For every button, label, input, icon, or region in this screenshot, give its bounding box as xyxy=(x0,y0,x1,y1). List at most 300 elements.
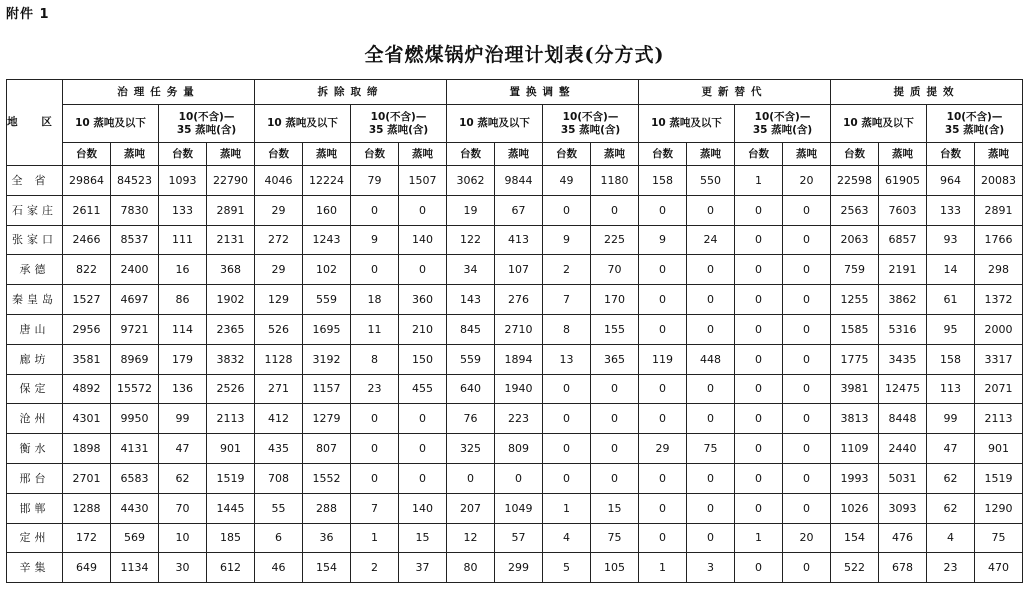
value-cell: 0 xyxy=(687,523,735,553)
value-cell: 3192 xyxy=(303,344,351,374)
value-cell: 2113 xyxy=(207,404,255,434)
value-cell: 62 xyxy=(159,463,207,493)
value-cell: 1372 xyxy=(975,285,1023,315)
value-cell: 0 xyxy=(591,374,639,404)
value-cell: 19 xyxy=(447,195,495,225)
value-cell: 0 xyxy=(543,463,591,493)
table-row xyxy=(7,225,1023,255)
value-cell: 1766 xyxy=(975,225,1023,255)
value-cell: 122 xyxy=(447,225,495,255)
value-cell: 75 xyxy=(687,434,735,464)
value-cell: 2611 xyxy=(63,195,111,225)
value-cell: 2000 xyxy=(975,314,1023,344)
value-cell: 0 xyxy=(783,374,831,404)
unit-header: 蒸吨 xyxy=(399,143,447,166)
value-cell: 143 xyxy=(447,285,495,315)
unit-header: 蒸吨 xyxy=(207,143,255,166)
value-cell: 70 xyxy=(591,255,639,285)
value-cell: 2191 xyxy=(879,255,927,285)
region-cell: 定州 xyxy=(7,523,63,553)
value-cell: 67 xyxy=(495,195,543,225)
value-cell: 0 xyxy=(543,195,591,225)
value-cell: 0 xyxy=(399,434,447,464)
value-cell: 47 xyxy=(927,434,975,464)
value-cell: 158 xyxy=(927,344,975,374)
value-cell: 5 xyxy=(543,553,591,583)
value-cell: 0 xyxy=(399,404,447,434)
value-cell: 61905 xyxy=(879,166,927,196)
value-cell: 0 xyxy=(687,493,735,523)
value-cell: 7 xyxy=(543,285,591,315)
value-cell: 7830 xyxy=(111,195,159,225)
value-cell: 7603 xyxy=(879,195,927,225)
value-cell: 15572 xyxy=(111,374,159,404)
value-cell: 1519 xyxy=(975,463,1023,493)
value-cell: 807 xyxy=(303,434,351,464)
value-cell: 93 xyxy=(927,225,975,255)
value-cell: 4697 xyxy=(111,285,159,315)
value-cell: 210 xyxy=(399,314,447,344)
value-cell: 845 xyxy=(447,314,495,344)
value-cell: 276 xyxy=(495,285,543,315)
value-cell: 223 xyxy=(495,404,543,434)
table-row xyxy=(7,374,1023,404)
value-cell: 649 xyxy=(63,553,111,583)
value-cell: 129 xyxy=(255,285,303,315)
region-cell: 唐山 xyxy=(7,314,63,344)
value-cell: 36 xyxy=(303,523,351,553)
value-cell: 0 xyxy=(687,314,735,344)
value-cell: 47 xyxy=(159,434,207,464)
value-cell: 365 xyxy=(591,344,639,374)
table-row xyxy=(7,195,1023,225)
value-cell: 2400 xyxy=(111,255,159,285)
value-cell: 0 xyxy=(639,463,687,493)
value-cell: 0 xyxy=(591,434,639,464)
unit-header: 台数 xyxy=(735,143,783,166)
method-group-header: 拆除取缔 xyxy=(255,80,447,105)
value-cell: 2466 xyxy=(63,225,111,255)
value-cell: 6583 xyxy=(111,463,159,493)
region-cell: 承德 xyxy=(7,255,63,285)
size-class-header: 10(不含)— 35 蒸吨(含) xyxy=(351,105,447,143)
value-cell: 2563 xyxy=(831,195,879,225)
value-cell: 34 xyxy=(447,255,495,285)
value-cell: 2 xyxy=(351,553,399,583)
region-cell: 秦皇岛 xyxy=(7,285,63,315)
unit-header: 台数 xyxy=(927,143,975,166)
value-cell: 105 xyxy=(591,553,639,583)
value-cell: 559 xyxy=(303,285,351,315)
value-cell: 2891 xyxy=(207,195,255,225)
value-cell: 5031 xyxy=(879,463,927,493)
value-cell: 0 xyxy=(735,314,783,344)
value-cell: 0 xyxy=(735,434,783,464)
value-cell: 14 xyxy=(927,255,975,285)
value-cell: 526 xyxy=(255,314,303,344)
value-cell: 612 xyxy=(207,553,255,583)
unit-header: 蒸吨 xyxy=(303,143,351,166)
value-cell: 29 xyxy=(255,255,303,285)
value-cell: 1775 xyxy=(831,344,879,374)
unit-header: 台数 xyxy=(351,143,399,166)
value-cell: 9 xyxy=(639,225,687,255)
value-cell: 80 xyxy=(447,553,495,583)
table-row xyxy=(7,463,1023,493)
value-cell: 298 xyxy=(975,255,1023,285)
unit-header: 台数 xyxy=(255,143,303,166)
value-cell: 0 xyxy=(639,523,687,553)
value-cell: 0 xyxy=(735,255,783,285)
table-row xyxy=(7,285,1023,315)
value-cell: 62 xyxy=(927,493,975,523)
unit-header: 蒸吨 xyxy=(495,143,543,166)
value-cell: 0 xyxy=(351,434,399,464)
value-cell: 9 xyxy=(543,225,591,255)
value-cell: 4 xyxy=(927,523,975,553)
value-cell: 8 xyxy=(351,344,399,374)
value-cell: 368 xyxy=(207,255,255,285)
value-cell: 9844 xyxy=(495,166,543,196)
value-cell: 49 xyxy=(543,166,591,196)
value-cell: 9950 xyxy=(111,404,159,434)
value-cell: 1445 xyxy=(207,493,255,523)
value-cell: 325 xyxy=(447,434,495,464)
value-cell: 1128 xyxy=(255,344,303,374)
value-cell: 0 xyxy=(735,553,783,583)
value-cell: 1 xyxy=(351,523,399,553)
region-cell: 张家口 xyxy=(7,225,63,255)
value-cell: 6857 xyxy=(879,225,927,255)
value-cell: 1519 xyxy=(207,463,255,493)
method-group-header: 更新替代 xyxy=(639,80,831,105)
value-cell: 272 xyxy=(255,225,303,255)
value-cell: 4131 xyxy=(111,434,159,464)
value-cell: 1894 xyxy=(495,344,543,374)
value-cell: 0 xyxy=(735,225,783,255)
value-cell: 114 xyxy=(159,314,207,344)
value-cell: 0 xyxy=(735,404,783,434)
value-cell: 5316 xyxy=(879,314,927,344)
value-cell: 0 xyxy=(783,404,831,434)
value-cell: 2701 xyxy=(63,463,111,493)
unit-header: 蒸吨 xyxy=(783,143,831,166)
value-cell: 1290 xyxy=(975,493,1023,523)
value-cell: 0 xyxy=(495,463,543,493)
value-cell: 158 xyxy=(639,166,687,196)
region-cell: 沧州 xyxy=(7,404,63,434)
value-cell: 2 xyxy=(543,255,591,285)
value-cell: 0 xyxy=(399,255,447,285)
size-class-header: 10(不含)— 35 蒸吨(含) xyxy=(159,105,255,143)
value-cell: 0 xyxy=(639,493,687,523)
value-cell: 964 xyxy=(927,166,975,196)
value-cell: 29864 xyxy=(63,166,111,196)
value-cell: 413 xyxy=(495,225,543,255)
value-cell: 0 xyxy=(543,434,591,464)
value-cell: 0 xyxy=(687,285,735,315)
value-cell: 16 xyxy=(159,255,207,285)
value-cell: 107 xyxy=(495,255,543,285)
unit-header: 蒸吨 xyxy=(975,143,1023,166)
value-cell: 1 xyxy=(543,493,591,523)
value-cell: 15 xyxy=(399,523,447,553)
value-cell: 102 xyxy=(303,255,351,285)
value-cell: 160 xyxy=(303,195,351,225)
value-cell: 2113 xyxy=(975,404,1023,434)
value-cell: 0 xyxy=(639,374,687,404)
value-cell: 4 xyxy=(543,523,591,553)
value-cell: 1507 xyxy=(399,166,447,196)
value-cell: 111 xyxy=(159,225,207,255)
value-cell: 225 xyxy=(591,225,639,255)
value-cell: 1902 xyxy=(207,285,255,315)
value-cell: 75 xyxy=(975,523,1023,553)
value-cell: 8 xyxy=(543,314,591,344)
value-cell: 1585 xyxy=(831,314,879,344)
value-cell: 3862 xyxy=(879,285,927,315)
table-body xyxy=(7,166,1023,583)
value-cell: 0 xyxy=(639,314,687,344)
unit-header: 台数 xyxy=(63,143,111,166)
value-cell: 75 xyxy=(591,523,639,553)
value-cell: 3581 xyxy=(63,344,111,374)
table-row xyxy=(7,344,1023,374)
value-cell: 0 xyxy=(399,195,447,225)
value-cell: 0 xyxy=(591,463,639,493)
value-cell: 522 xyxy=(831,553,879,583)
value-cell: 55 xyxy=(255,493,303,523)
value-cell: 0 xyxy=(543,404,591,434)
table-row xyxy=(7,523,1023,553)
value-cell: 0 xyxy=(687,255,735,285)
region-cell: 全省 xyxy=(7,166,63,196)
value-cell: 179 xyxy=(159,344,207,374)
value-cell: 0 xyxy=(639,195,687,225)
value-cell: 360 xyxy=(399,285,447,315)
value-cell: 24 xyxy=(687,225,735,255)
value-cell: 0 xyxy=(543,374,591,404)
value-cell: 20 xyxy=(783,523,831,553)
value-cell: 0 xyxy=(351,463,399,493)
table-row xyxy=(7,553,1023,583)
unit-header: 台数 xyxy=(543,143,591,166)
size-class-header: 10 蒸吨及以下 xyxy=(447,105,543,143)
value-cell: 1993 xyxy=(831,463,879,493)
value-cell: 678 xyxy=(879,553,927,583)
table-row xyxy=(7,166,1023,196)
value-cell: 46 xyxy=(255,553,303,583)
value-cell: 1049 xyxy=(495,493,543,523)
value-cell: 455 xyxy=(399,374,447,404)
table-row xyxy=(7,404,1023,434)
value-cell: 9721 xyxy=(111,314,159,344)
size-class-header: 10 蒸吨及以下 xyxy=(255,105,351,143)
value-cell: 1026 xyxy=(831,493,879,523)
value-cell: 0 xyxy=(783,493,831,523)
value-cell: 79 xyxy=(351,166,399,196)
unit-header: 蒸吨 xyxy=(879,143,927,166)
region-column-header: 地 区 xyxy=(7,80,63,166)
value-cell: 8448 xyxy=(879,404,927,434)
value-cell: 0 xyxy=(591,195,639,225)
value-cell: 1255 xyxy=(831,285,879,315)
value-cell: 1552 xyxy=(303,463,351,493)
value-cell: 113 xyxy=(927,374,975,404)
value-cell: 0 xyxy=(687,195,735,225)
value-cell: 299 xyxy=(495,553,543,583)
value-cell: 0 xyxy=(783,314,831,344)
table-row xyxy=(7,314,1023,344)
unit-header: 台数 xyxy=(639,143,687,166)
value-cell: 170 xyxy=(591,285,639,315)
value-cell: 2063 xyxy=(831,225,879,255)
value-cell: 448 xyxy=(687,344,735,374)
region-cell: 廊坊 xyxy=(7,344,63,374)
size-class-header: 10 蒸吨及以下 xyxy=(831,105,927,143)
value-cell: 7 xyxy=(351,493,399,523)
value-cell: 29 xyxy=(639,434,687,464)
value-cell: 76 xyxy=(447,404,495,434)
value-cell: 708 xyxy=(255,463,303,493)
value-cell: 4430 xyxy=(111,493,159,523)
value-cell: 1695 xyxy=(303,314,351,344)
value-cell: 3981 xyxy=(831,374,879,404)
value-cell: 0 xyxy=(687,374,735,404)
table-row xyxy=(7,255,1023,285)
header-row-methods xyxy=(7,80,1023,105)
value-cell: 0 xyxy=(351,255,399,285)
value-cell: 86 xyxy=(159,285,207,315)
value-cell: 61 xyxy=(927,285,975,315)
header-row-size-classes xyxy=(7,105,1023,143)
value-cell: 185 xyxy=(207,523,255,553)
value-cell: 1 xyxy=(639,553,687,583)
value-cell: 3813 xyxy=(831,404,879,434)
value-cell: 2071 xyxy=(975,374,1023,404)
header-row-units xyxy=(7,143,1023,166)
method-group-header: 治理任务量 xyxy=(63,80,255,105)
value-cell: 140 xyxy=(399,225,447,255)
value-cell: 0 xyxy=(639,285,687,315)
size-class-header: 10 蒸吨及以下 xyxy=(63,105,159,143)
value-cell: 57 xyxy=(495,523,543,553)
value-cell: 22790 xyxy=(207,166,255,196)
value-cell: 1527 xyxy=(63,285,111,315)
value-cell: 13 xyxy=(543,344,591,374)
value-cell: 3317 xyxy=(975,344,1023,374)
region-cell: 衡水 xyxy=(7,434,63,464)
value-cell: 6 xyxy=(255,523,303,553)
value-cell: 640 xyxy=(447,374,495,404)
value-cell: 1898 xyxy=(63,434,111,464)
region-cell: 邯郸 xyxy=(7,493,63,523)
value-cell: 0 xyxy=(783,255,831,285)
value-cell: 154 xyxy=(831,523,879,553)
value-cell: 0 xyxy=(639,255,687,285)
value-cell: 23 xyxy=(351,374,399,404)
value-cell: 11 xyxy=(351,314,399,344)
size-class-header: 10(不含)— 35 蒸吨(含) xyxy=(543,105,639,143)
value-cell: 10 xyxy=(159,523,207,553)
region-cell: 邢台 xyxy=(7,463,63,493)
value-cell: 84523 xyxy=(111,166,159,196)
unit-header: 台数 xyxy=(159,143,207,166)
value-cell: 271 xyxy=(255,374,303,404)
value-cell: 3832 xyxy=(207,344,255,374)
value-cell: 1288 xyxy=(63,493,111,523)
value-cell: 62 xyxy=(927,463,975,493)
value-cell: 1180 xyxy=(591,166,639,196)
value-cell: 3093 xyxy=(879,493,927,523)
value-cell: 8537 xyxy=(111,225,159,255)
value-cell: 119 xyxy=(639,344,687,374)
value-cell: 3 xyxy=(687,553,735,583)
value-cell: 901 xyxy=(975,434,1023,464)
value-cell: 133 xyxy=(159,195,207,225)
value-cell: 0 xyxy=(783,553,831,583)
value-cell: 1 xyxy=(735,523,783,553)
value-cell: 155 xyxy=(591,314,639,344)
value-cell: 759 xyxy=(831,255,879,285)
value-cell: 1279 xyxy=(303,404,351,434)
value-cell: 20083 xyxy=(975,166,1023,196)
value-cell: 550 xyxy=(687,166,735,196)
region-cell: 辛集 xyxy=(7,553,63,583)
value-cell: 0 xyxy=(735,344,783,374)
value-cell: 2710 xyxy=(495,314,543,344)
value-cell: 1109 xyxy=(831,434,879,464)
value-cell: 0 xyxy=(687,463,735,493)
value-cell: 0 xyxy=(735,493,783,523)
value-cell: 2365 xyxy=(207,314,255,344)
value-cell: 4301 xyxy=(63,404,111,434)
value-cell: 9 xyxy=(351,225,399,255)
value-cell: 29 xyxy=(255,195,303,225)
attachment-label: 附件 1 xyxy=(6,7,50,22)
value-cell: 0 xyxy=(735,374,783,404)
value-cell: 1940 xyxy=(495,374,543,404)
region-cell: 石家庄 xyxy=(7,195,63,225)
value-cell: 95 xyxy=(927,314,975,344)
value-cell: 3435 xyxy=(879,344,927,374)
value-cell: 3062 xyxy=(447,166,495,196)
value-cell: 0 xyxy=(735,195,783,225)
size-class-header: 10 蒸吨及以下 xyxy=(639,105,735,143)
unit-header: 蒸吨 xyxy=(111,143,159,166)
value-cell: 0 xyxy=(447,463,495,493)
value-cell: 1243 xyxy=(303,225,351,255)
table-row xyxy=(7,434,1023,464)
value-cell: 0 xyxy=(783,434,831,464)
value-cell: 23 xyxy=(927,553,975,583)
value-cell: 822 xyxy=(63,255,111,285)
unit-header: 蒸吨 xyxy=(591,143,639,166)
unit-header: 台数 xyxy=(831,143,879,166)
value-cell: 20 xyxy=(783,166,831,196)
value-cell: 1093 xyxy=(159,166,207,196)
value-cell: 1 xyxy=(735,166,783,196)
unit-header: 台数 xyxy=(447,143,495,166)
value-cell: 559 xyxy=(447,344,495,374)
method-group-header: 提质提效 xyxy=(831,80,1023,105)
value-cell: 901 xyxy=(207,434,255,464)
value-cell: 809 xyxy=(495,434,543,464)
value-cell: 0 xyxy=(783,225,831,255)
value-cell: 288 xyxy=(303,493,351,523)
value-cell: 207 xyxy=(447,493,495,523)
page-title: 全省燃煤锅炉治理计划表(分方式) xyxy=(364,44,665,66)
